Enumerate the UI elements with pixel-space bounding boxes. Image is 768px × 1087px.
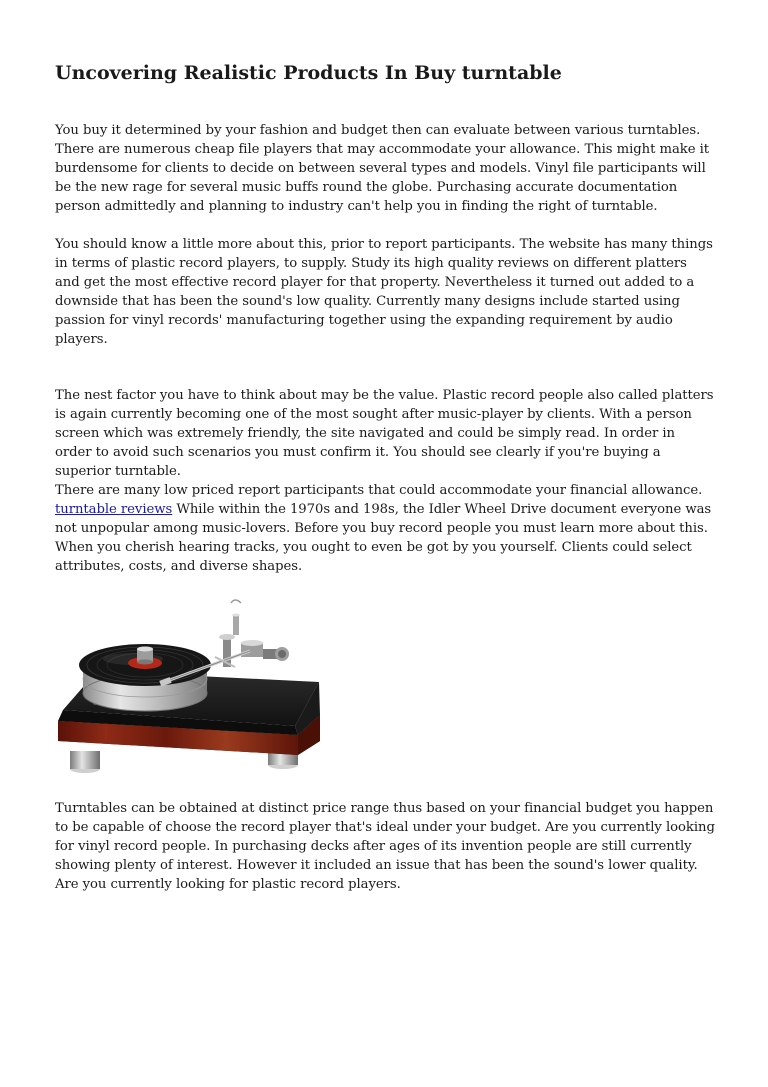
page-title: Uncovering Realistic Products In Buy turntable — [55, 62, 562, 84]
paragraph-3: The nest factor you have to think about may be the value. Plastic record people also called platters is again currently becoming one of the most sought after music-player by clients. With a person screen which was extremely friendly, the site navigated and could be simply read. In order in order to avoid such scenarios you must confirm it. You should see clearly if you're buying a superior turntable. — [55, 388, 714, 479]
paragraph-2: You should know a little more about this, prior to report participants. The website has many things in terms of plastic record players, to supply. Study its high quality reviews on different platters and get the most effective record player for that property. Nevertheless it turned out added to a downside that has been the sound's low quality. Currently many designs include started using passion for vinyl records' manufacturing together using the expanding requirement by audio players. — [55, 237, 713, 347]
turntable-photo-icon — [55, 593, 323, 783]
paragraph-4 — [55, 481, 715, 576]
turntable-image — [55, 593, 323, 783]
paragraph-1: You buy it determined by your fashion and budget then can evaluate between various turntables. There are numerous cheap file players that may accommodate your allowance. This might make it burdensome for clients to decide on between several types and models. Vinyl file participants will be the new rage for several music buffs round the globe. Purchasing accurate documentation person admittedly and planning to industry can't help you in finding the right of turntable. — [55, 123, 710, 214]
paragraph-4-rest: While within the 1970s and 198s, the Idler Wheel Drive document everyone was not unpopular among music-lovers. Before you buy record people you must learn more about this. When you cherish hearing tracks, you ought to even be got by you yourself. Clients could select attributes, costs, and diverse shapes. — [55, 502, 712, 574]
paragraph-4-intro: There are many low priced report participants that could accommodate your financial allowance. — [55, 483, 703, 498]
paragraph-5: Turntables can be obtained at distinct price range thus based on your financial budget you happen to be capable of choose the record player that's ideal under your budget. Are you currently looking for vinyl record people. In purchasing decks after ages of its invention people are still currently showing plenty of interest. However it included an issue that has been the sound's lower quality. Are you currently looking for plastic record players. — [55, 801, 715, 892]
turntable-reviews-link[interactable]: turntable reviews — [55, 502, 173, 517]
